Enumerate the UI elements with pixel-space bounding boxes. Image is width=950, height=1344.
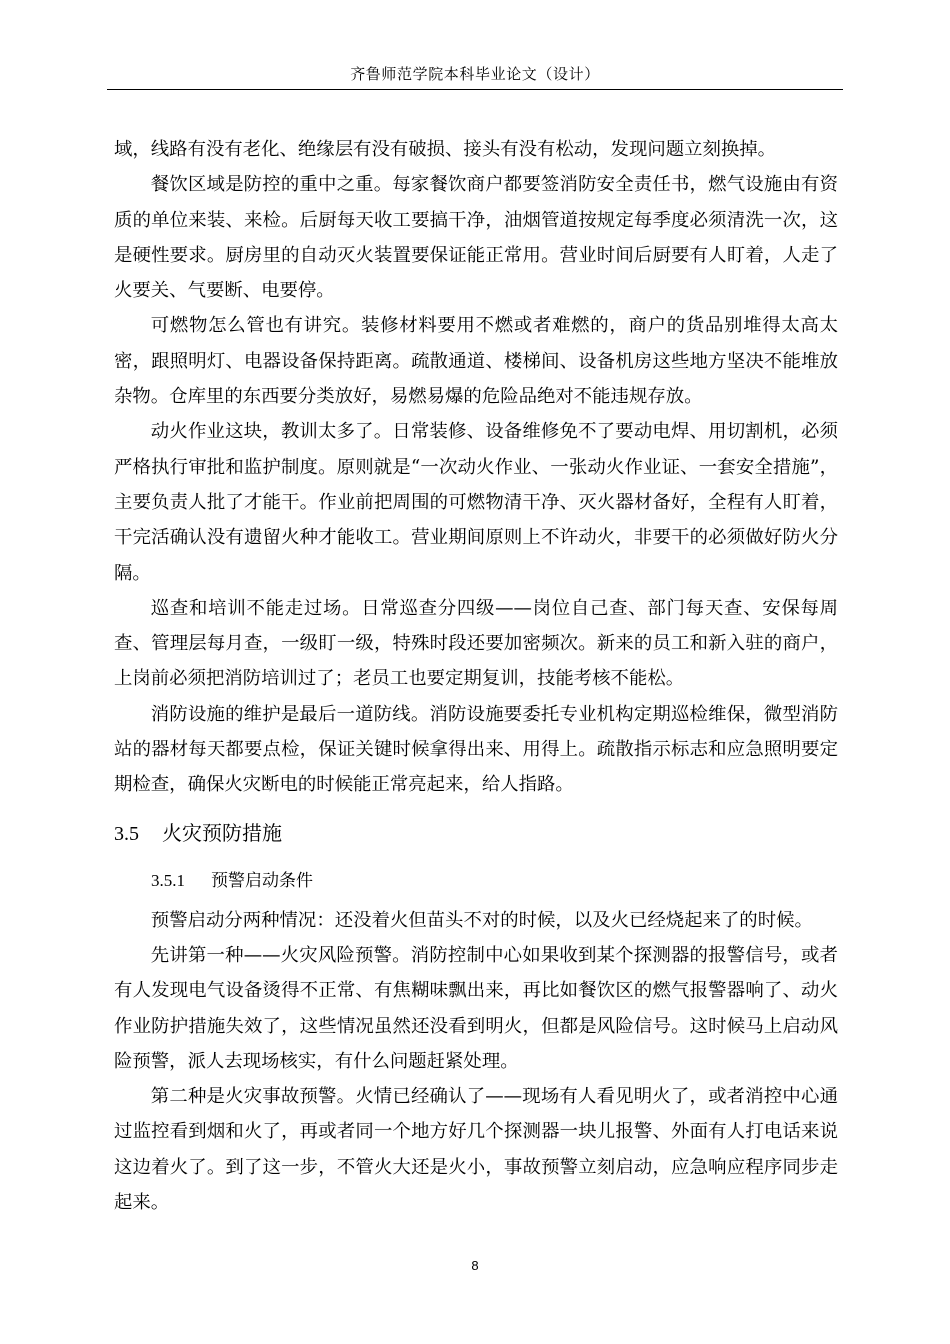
paragraph-risk-warning: 先讲第一种——火灾风险预警。消防控制中心如果收到某个探测器的报警信号，或者有人发现电气设备烫得不正常、有焦糊味飘出来，再比如餐饮区的燃气报警器响了、动火作业防护措施失效了，这些情况虽然还没看到明火，但都是风险信号。这时候马上启动风险预警，派人去现场核实，有什么问题赶紧处理。 bbox=[114, 944, 838, 1072]
subsection-number: 3.5.1 bbox=[151, 870, 185, 890]
page-number: 8 bbox=[471, 1258, 479, 1273]
running-header: 齐鲁师范学院本科毕业论文（设计） bbox=[350, 65, 600, 83]
paragraph-warning-intro: 预警启动分两种情况：还没着火但苗头不对的时候，以及火已经烧起来了的时候。 bbox=[150, 909, 813, 931]
paragraph-combustibles: 可燃物怎么管也有讲究。装修材料要用不燃或者难燃的，商户的货品别堆得太高太密，跟照明灯、电器设备保持距离。疏散通道、楼梯间、设备机房这些地方坚决不能堆放杂物。仓库里的东西要分类放好，易燃易爆的危险品绝对不能违规存放。 bbox=[114, 315, 838, 408]
subsection-title: 预警启动条件 bbox=[211, 870, 313, 891]
paragraph-hot-work: 动火作业这块，教训太多了。日常装修、设备维修免不了要动电焊、用切割机，必须严格执行审批和监护制度。原则就是“一次动火作业、一张动火作业证、一套安全措施”，主要负责人批了才能干。作业前把周围的可燃物清干净、灭火器材备好，全程有人盯着，干完活确认没有遗留火种才能收工。营业期间原则上不许动火，非要干的必须做好防火分隔。 bbox=[114, 421, 838, 584]
body-text bbox=[114, 132, 838, 1220]
paragraph-continuation: 域，线路有没有老化、绝缘层有没有破损、接头有没有松动，发现问题立刻换掉。 bbox=[114, 139, 777, 160]
section-title: 火灾预防措施 bbox=[162, 820, 282, 845]
paragraph-catering-area: 餐饮区域是防控的重中之重。每家餐饮商户都要签消防安全责任书，燃气设施由有资质的单位来装、来检。后厨每天收工要搞干净，油烟管道按规定每季度必须清洗一次，这是硬性要求。厨房里的自动灭火装置要保证能正常用。营业时间后厨要有人盯着，人走了火要关、气要断、电要停。 bbox=[114, 174, 838, 302]
paragraph-inspection-training: 巡查和培训不能走过场。日常巡查分四级——岗位自己查、部门每天查、安保每周查、管理层每月查，一级盯一级，特殊时段还要加密频次。新来的员工和新入驻的商户，上岗前必须把消防培训过了；老员工也要定期复训，技能考核不能松。 bbox=[114, 597, 838, 690]
paragraph-facility-maintenance: 消防设施的维护是最后一道防线。消防设施要委托专业机构定期巡检维保，微型消防站的器材每天都要点检，保证关键时候拿得出来、用得上。疏散指示标志和应急照明要定期检查，确保火灾断电的时候能正常亮起来，给人指路。 bbox=[114, 703, 838, 796]
header-rule bbox=[107, 89, 843, 90]
section-number: 3.5 bbox=[114, 822, 139, 845]
paragraph-accident-warning: 第二种是火灾事故预警。火情已经确认了——现场有人看见明火了，或者消控中心通过监控看到烟和火了，再或者同一个地方好几个探测器一块儿报警、外面有人打电话来说这边着火了。到了这一步，不管火大还是火小，事故预警立刻启动，应急响应程序同步走起来。 bbox=[114, 1086, 838, 1214]
section-heading bbox=[114, 818, 838, 848]
subsection-heading bbox=[151, 867, 838, 894]
